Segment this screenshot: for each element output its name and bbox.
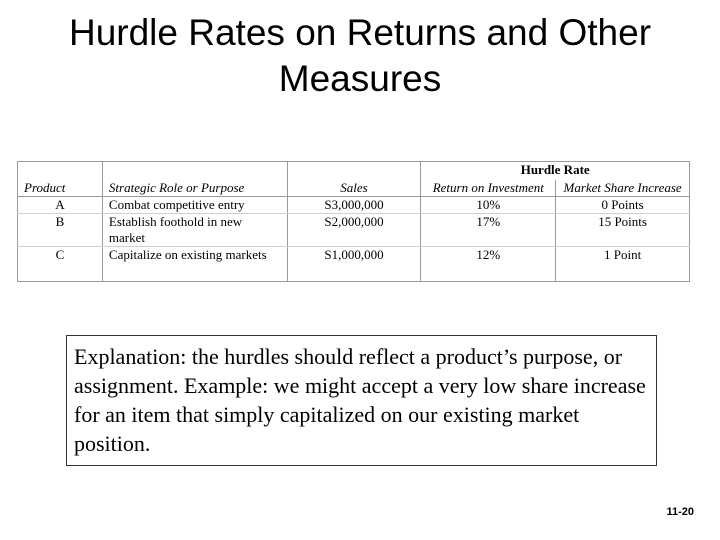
slide-title	[0, 10, 720, 102]
column-header-sales: Sales	[287, 180, 421, 197]
table-row	[18, 214, 690, 247]
cell-role: Capitalize on existing markets	[102, 247, 287, 282]
column-header-share: Market Share Increase	[556, 180, 690, 197]
cell-share: 1 Point	[556, 247, 690, 282]
header-blank	[287, 162, 421, 181]
column-header-role: Strategic Role or Purpose	[102, 180, 287, 197]
cell-share: 0 Points	[556, 197, 690, 214]
hurdle-rate-table	[17, 161, 690, 282]
column-header-product: Product	[18, 180, 103, 197]
table-row	[18, 247, 690, 282]
header-blank	[102, 162, 287, 181]
cell-product: B	[18, 214, 103, 247]
cell-sales: S2,000,000	[287, 214, 421, 247]
cell-roi: 17%	[421, 214, 556, 247]
cell-product: C	[18, 247, 103, 282]
column-header-roi: Return on Investment	[421, 180, 556, 197]
cell-roi: 10%	[421, 197, 556, 214]
cell-share: 15 Points	[556, 214, 690, 247]
slide-title-line-1: Hurdle Rates on Returns and Other	[68, 12, 652, 53]
cell-product: A	[18, 197, 103, 214]
cell-role: Combat competitive entry	[102, 197, 287, 214]
cell-roi: 12%	[421, 247, 556, 282]
cell-sales: S1,000,000	[287, 247, 421, 282]
header-blank	[18, 162, 103, 181]
hurdle-rate-group-header: Hurdle Rate	[421, 162, 690, 181]
cell-sales: S3,000,000	[287, 197, 421, 214]
slide-title-line-2: Measures	[278, 58, 442, 99]
hurdle-rate-table-image	[17, 161, 690, 302]
table-row	[18, 197, 690, 214]
explanation-box: Explanation: the hurdles should reflect a product’s purpose, or assignment. Example: we might accept a very low share increase for an item that simply capitalized on our existing market position.	[66, 335, 657, 466]
cell-role: Establish foothold in new market	[102, 214, 287, 247]
slide-number: 11-20	[666, 506, 694, 518]
